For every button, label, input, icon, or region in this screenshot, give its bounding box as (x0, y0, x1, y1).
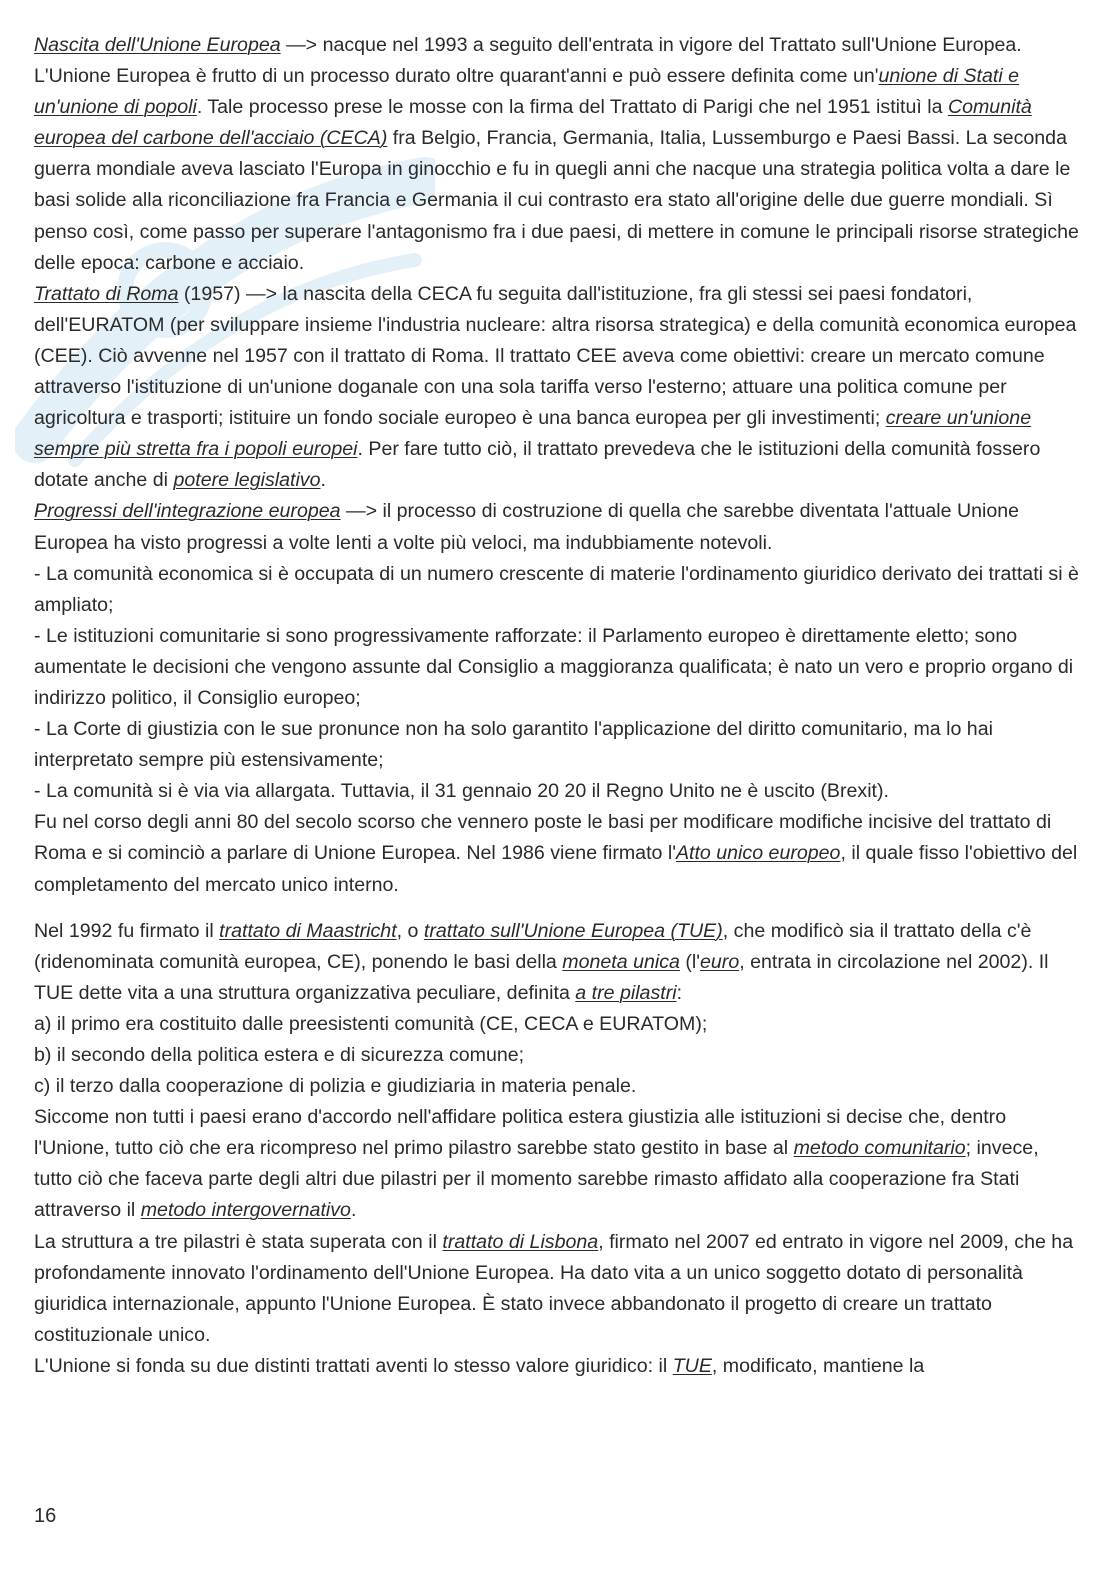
paragraph (34, 1071, 1082, 1102)
text-run: : (676, 981, 683, 1004)
emphasized-term: Trattato di Roma (34, 282, 179, 305)
emphasized-term: trattato sull'Unione Europea (TUE) (423, 919, 723, 942)
text-run: La struttura a tre pilastri è stata superata con il (34, 1230, 443, 1253)
paragraph (34, 1102, 1082, 1226)
text-run: . Tale processo prese le mosse con la firma del Trattato di Parigi che nel 1951 istituì la (196, 96, 948, 119)
emphasized-term: unione di Stati e un'unione di popoli (34, 65, 1020, 119)
text-run: Fu nel corso degli anni 80 del secolo scorso che vennero poste le basi per modificare modifiche incisive del trattato di Roma e si cominciò a parlare di Unione Europea. Nel 1986 viene firmato l' (34, 811, 1052, 865)
paragraph (34, 1227, 1082, 1351)
text-run: L'Unione si fonda su due distinti trattati aventi lo stesso valore giuridico: il (34, 1354, 673, 1377)
text-run: a) il primo era costituito dalle preesistenti comunità (CE, CECA e EURATOM); (34, 1012, 708, 1035)
text-run: fra Belgio, Francia, Germania, Italia, Lussemburgo e Paesi Bassi. La seconda guerra mondiale aveva lasciato l'Europa in ginocchio e fu in quegli anni che nacque una strategia politica volta a dare le basi solide alla riconciliazione fra Francia e Germania il cui contrasto era stato all'origine delle due guerre mondiali. Sì penso così, come passo per superare l'antagonismo fra i due paesi, di mettere in comune le principali risorse strategiche delle epoca: carbone e acciaio. (34, 127, 1079, 274)
emphasized-term: potere legislativo (173, 469, 321, 492)
text-run: (1957) —> la nascita della CECA fu seguita dall'istituzione, fra gli stessi sei paesi fondatori, dell'EURATOM (per sviluppare insieme l'industria nucleare: altra risorsa strategica) e della comunità economica europea (CEE). Ciò avvenne nel 1957 con il trattato di Roma. Il trattato CEE aveva come obiettivi: creare un mercato comune attraverso l'istituzione di un'unione doganale con una sola tariffa verso l'esterno; attuare una politica comune per agricoltura e trasporti; istituire un fondo sociale europeo è una banca europea per gli investimenti; (34, 282, 1077, 430)
text-run: , entrata in circolazione nel 2002). Il TUE dette vita a una struttura organizzativa peculiare, definita (34, 950, 1049, 1004)
paragraph (34, 916, 1082, 1009)
paragraph (34, 559, 1082, 621)
paragraph (34, 1040, 1082, 1071)
text-run: . (320, 469, 326, 492)
paragraph (34, 30, 1082, 279)
text-run: Siccome non tutti i paesi erano d'accordo nell'affidare politica estera giustizia alle istituzioni si decise che, dentro l'Unione, tutto ciò che era ricompreso nel primo pilastro sarebbe stato gestito in base al (34, 1106, 1007, 1160)
text-run: —> il processo di costruzione di quella che sarebbe diventata l'attuale Unione Europea ha visto progressi a volte lenti a volte più veloci, ma indubbiamente notevoli. (34, 500, 1020, 554)
paragraph (34, 279, 1082, 497)
paragraph (34, 1009, 1082, 1040)
text-run: - La Corte di giustizia con le sue pronunce non ha solo garantito l'applicazione del diritto comunitario, ma lo hai interpretato sempre più estensivamente; (34, 718, 993, 772)
text-run: c) il terzo dalla cooperazione di polizia e giudiziaria in materia penale. (34, 1075, 637, 1098)
text-run: Nel 1992 fu firmato il (34, 919, 220, 942)
paragraph (34, 776, 1082, 807)
text-run: - La comunità economica si è occupata di un numero crescente di materie l'ordinamento giuridico derivato dei trattati si è ampliato; (34, 562, 1079, 616)
emphasized-term: Progressi dell'integrazione europea (34, 500, 341, 523)
emphasized-term: TUE (672, 1354, 712, 1377)
text-run: , o (396, 919, 424, 942)
paragraph (34, 807, 1082, 900)
paragraph (34, 496, 1082, 558)
emphasized-term: moneta unica (562, 950, 680, 973)
emphasized-term: Atto unico europeo (675, 842, 841, 865)
text-run: , modificato, mantiene la (711, 1354, 925, 1377)
text-run: . Per fare tutto ciò, il trattato prevedeva che le istituzioni della comunità fossero dotate anche di (34, 438, 1041, 492)
text-run: , che modificò sia il trattato della c'è (ridenominata comunità europea, CE), ponendo le basi della (34, 919, 1032, 973)
text-run: (l' (679, 950, 700, 973)
emphasized-term: metodo comunitario (793, 1137, 966, 1160)
text-run: , firmato nel 2007 ed entrato in vigore nel 2009, che ha profondamente innovato l'ordinamento dell'Unione Europea. Ha dato vita a un unico soggetto dotato di personalità giuridica internazionale, appunto l'Unione Europea. È stato invece abbandonato il progetto di creare un trattato costituzionale unico. (34, 1230, 1074, 1346)
paragraph (34, 1351, 1082, 1382)
text-run: , il quale fisso l'obiettivo del completamento del mercato unico interno. (34, 842, 1078, 896)
emphasized-term: trattato di Lisbona (442, 1230, 599, 1253)
text-run: - Le istituzioni comunitarie si sono progressivamente rafforzate: il Parlamento europeo è direttamente eletto; sono aumentate le decisioni che vengono assunte dal Consiglio a maggioranza qualificata; è nato un vero e proprio organo di indirizzo politico, il Consiglio europeo; (34, 624, 1074, 709)
emphasized-term: euro (700, 950, 740, 973)
paragraph (34, 621, 1082, 714)
emphasized-term: trattato di Maastricht (219, 919, 397, 942)
text-run: - La comunità si è via via allargata. Tuttavia, il 31 gennaio 20 20 il Regno Unito ne è uscito (Brexit). (34, 780, 889, 803)
text-run: —> nacque nel 1993 a seguito dell'entrata in vigore del Trattato sull'Unione Europea. L'Unione Europea è frutto di un processo durato oltre quarant'anni e può essere definita come un' (34, 34, 1022, 88)
text-run: b) il secondo della politica estera e di sicurezza comune; (34, 1044, 525, 1066)
emphasized-term: creare un'unione sempre più stretta fra i popoli europei (34, 407, 1032, 461)
emphasized-term: Nascita dell'Unione Europea (34, 34, 281, 56)
text-run: . (350, 1199, 357, 1222)
emphasized-term: Comunità europea del carbone dell'acciaio (CECA) (34, 96, 1032, 150)
page-number: 16 (34, 1505, 57, 1527)
paragraph (34, 714, 1082, 776)
emphasized-term: metodo intergovernativo (140, 1199, 351, 1222)
text-run: ; invece, tutto ciò che faceva parte degli altri due pilastri per il momento sarebbe rimasto affidato alla cooperazione fra Stati attraverso il (34, 1137, 1039, 1222)
emphasized-term: a tre pilastri (575, 981, 677, 1004)
document-body (34, 30, 1082, 1382)
